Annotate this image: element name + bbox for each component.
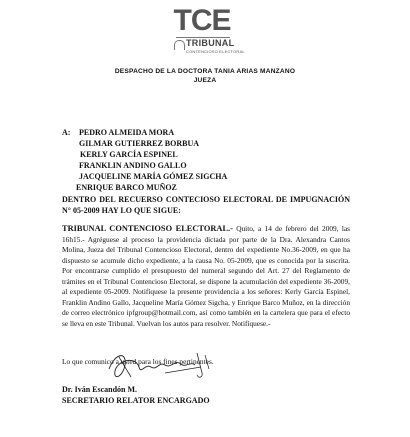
body-lead: TRIBUNAL CONTENCIOSO ELECTORAL.- — [62, 224, 233, 233]
logo-subtitle: CONTENCIOSO ELECTORAL — [186, 49, 245, 54]
body-text: Quito, a 14 de febrero del 2009, las 16h15.- Agréguese al proceso la providencia dictada por parte de la Dra. Alexandra Cantos Molina, Jueza del Tribunal Contencioso Electoral, dentro del expediente No.36-2009, en que ha dispuesto se acumule dicho expediente, a la causa No. 05-2009, que es conocida por la suscrita. Por encontrarse cumplido el presupuesto del numeral segundo del Art. 27 del Reglamento de trámites en el Tribunal Contencioso Electoral, se dispone la acumulación del expediente 36-2009, al expediente 05-2009. Notifíquese la presente providencia a los señores: Kerly García Espinel, Franklin Andino Gallo, Jacqueline María Gómez Sigcha, y Enrique Barco Muñoz, en la dirección de correo electrónico ipfgroup@hotmail.com, así como también en la cartelera que para el efecto se lleva en este Tribunal. Vuelvan los autos para resolver. Notifíquese.- — [62, 224, 350, 328]
handwritten-signature — [105, 347, 215, 387]
recipient-name: ENRIQUE BARCO MUÑOZ — [76, 183, 177, 192]
office-heading: DESPACHO DE LA DOCTORA TANIA ARIAS MANZANO — [114, 68, 296, 75]
signer-block — [62, 385, 210, 406]
signer-title: SECRETARIO RELATOR ENCARGADO — [62, 395, 210, 405]
logo-name: TRIBUNAL — [186, 38, 235, 48]
recipient-name: GILMAR GUTIERREZ BORBUA — [79, 139, 200, 148]
signer-name: Dr. Iván Escandón M. — [62, 385, 138, 394]
closing-line: Lo que comunico a usted para los fines pertinentes. — [62, 357, 214, 366]
logo-letters: TCE — [173, 4, 231, 37]
recipient-name: JACQUELINE MARÍA GÓMEZ SIGCHA — [79, 172, 228, 181]
logo-arch-icon — [174, 40, 185, 50]
case-reference: DENTRO DEL RECUERSO CONTECIOSO ELECTORAL DE IMPUGNACIÓN N° 05-2009 HAY LO QUE SIGUE: — [62, 195, 350, 215]
tce-logo — [172, 4, 245, 58]
recipient-name: FRANKLIN ANDINO GALLO — [79, 161, 187, 170]
recipient-line — [62, 160, 227, 171]
recipients-block — [62, 127, 227, 193]
recipient-line — [62, 171, 227, 182]
recipient-line — [62, 149, 227, 160]
recipient-name: KERLY GARCÍA ESPINEL — [80, 150, 178, 159]
recipient-line — [62, 127, 227, 138]
providence-body — [62, 224, 350, 329]
role-heading: JUEZA — [193, 77, 217, 84]
recipient-line — [62, 138, 227, 149]
recipients-prefix: A: — [62, 128, 71, 137]
recipient-name: PEDRO ALMEIDA MORA — [79, 128, 175, 137]
recipient-line — [62, 182, 227, 193]
